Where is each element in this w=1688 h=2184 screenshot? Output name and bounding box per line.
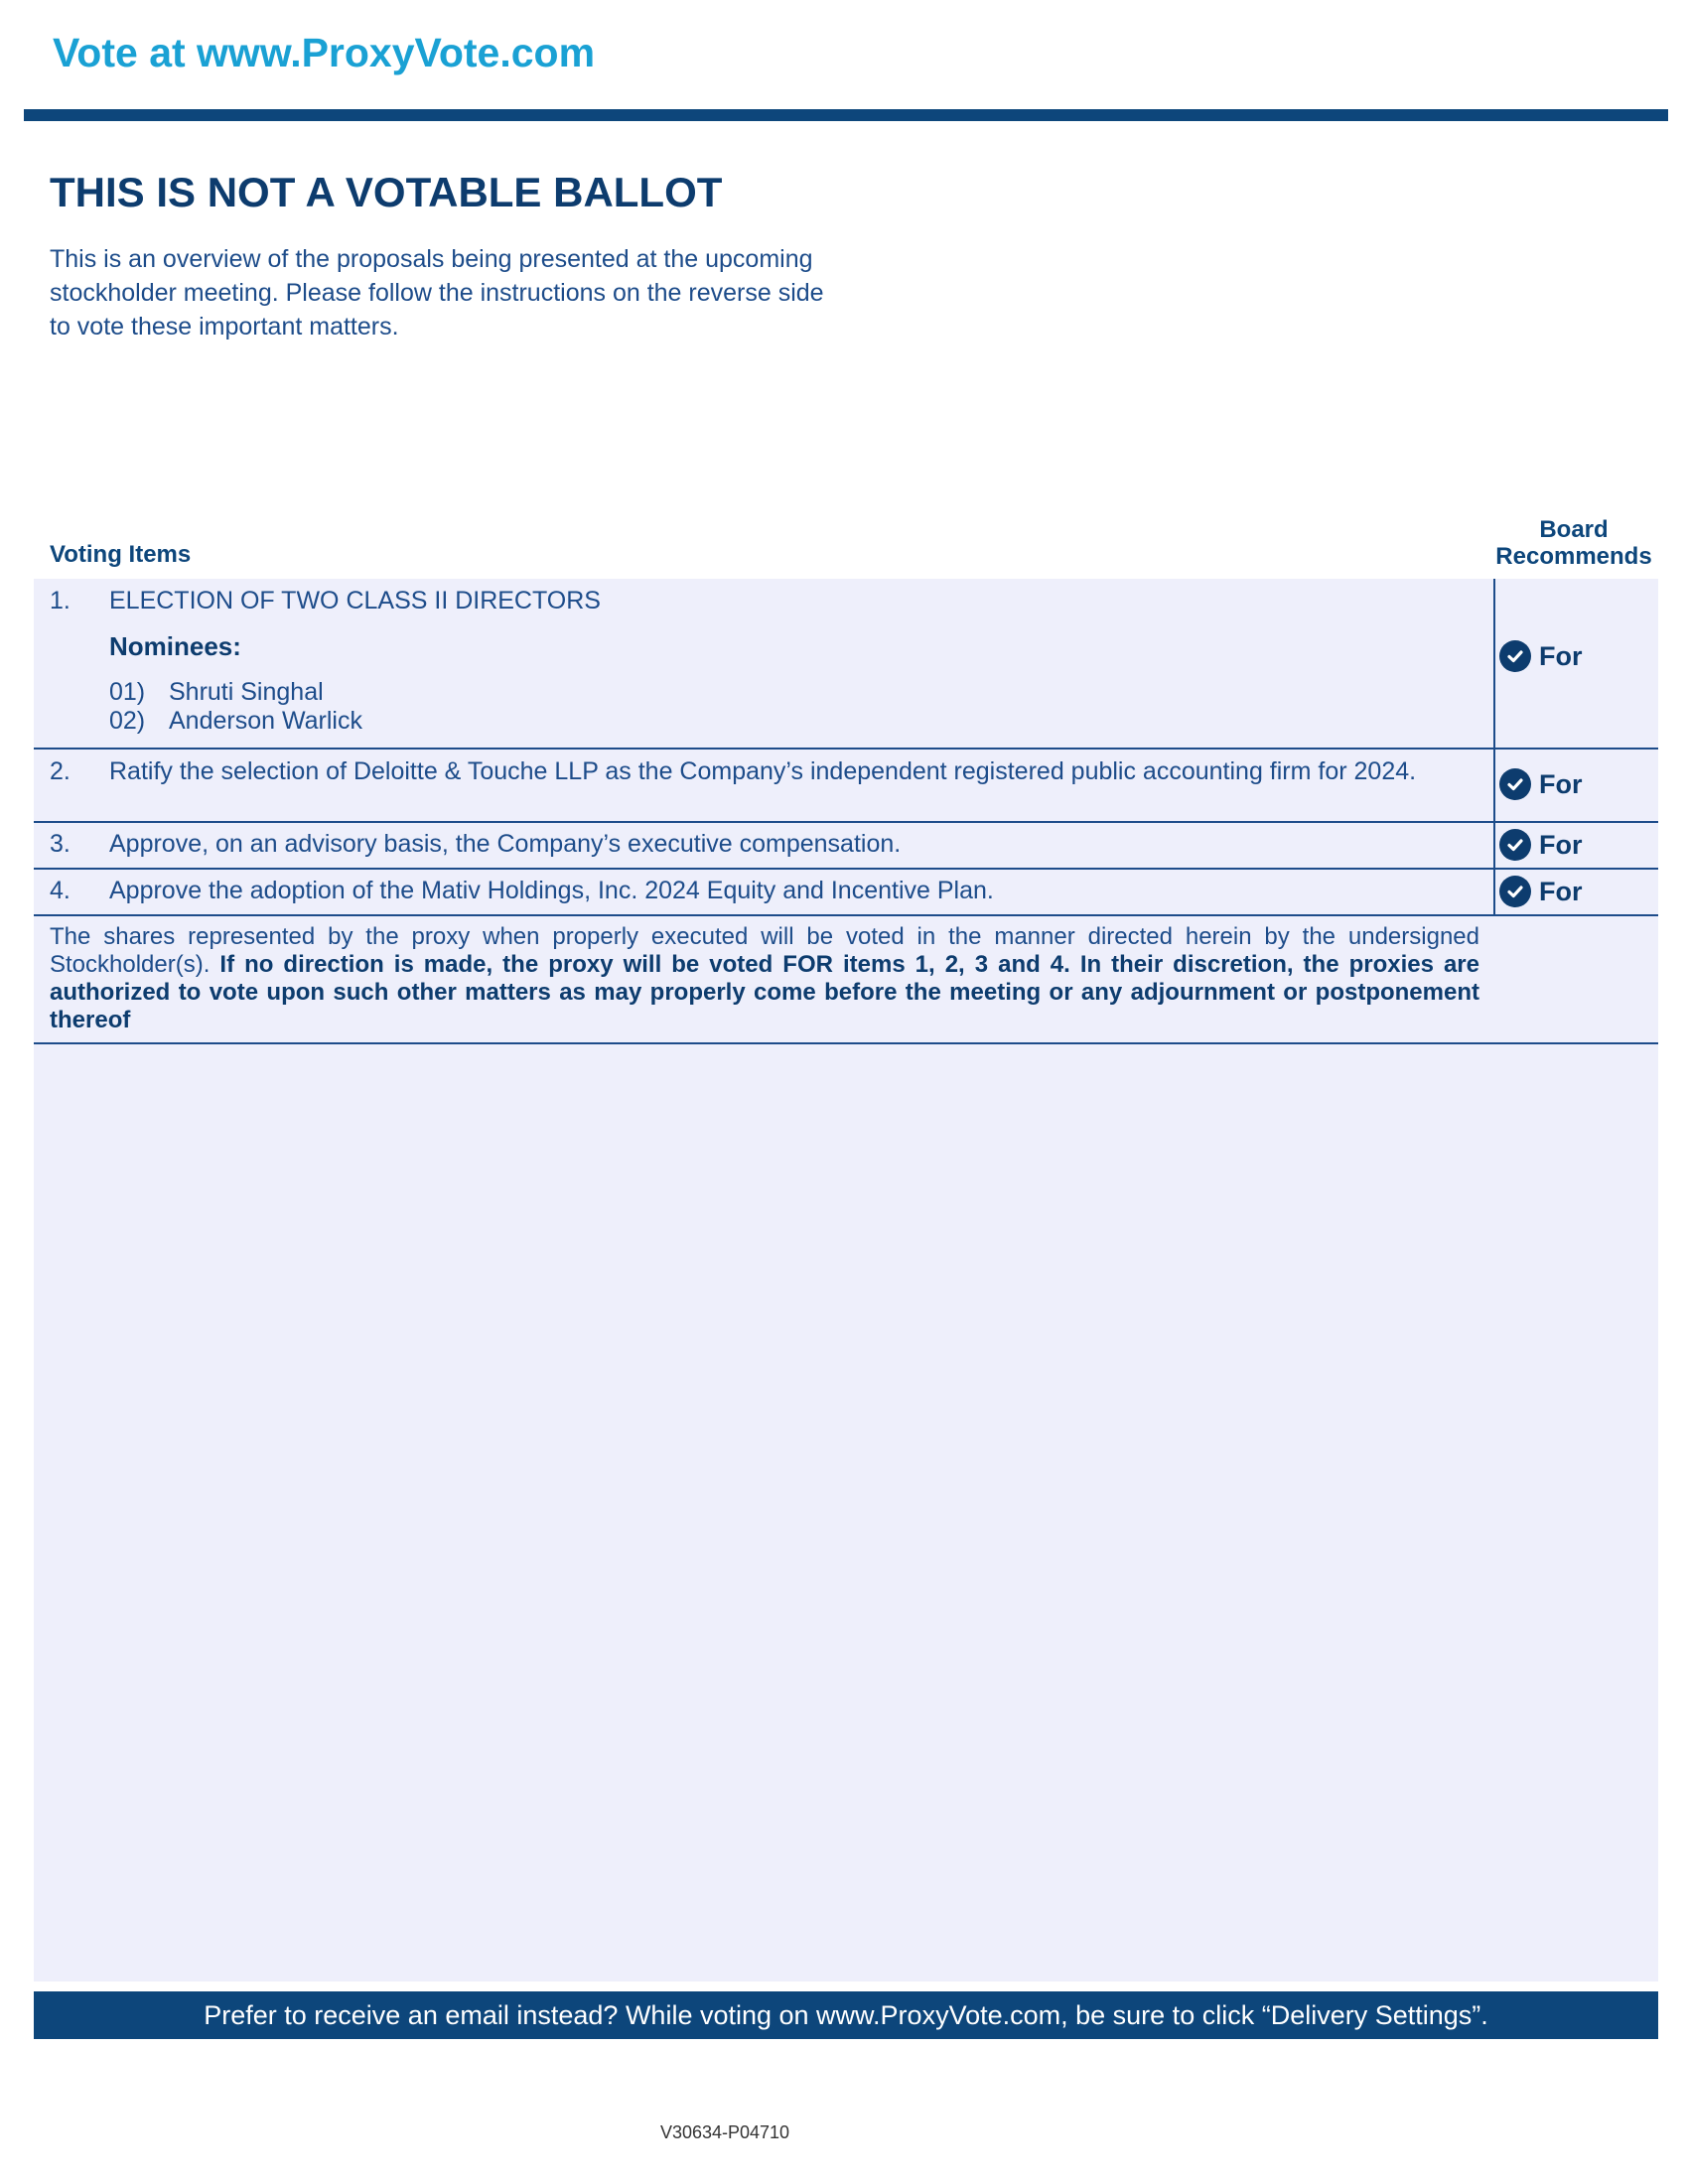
recommendation-4 (1499, 876, 1583, 907)
vote-url-heading: Vote at www.ProxyVote.com (53, 30, 596, 75)
email-delivery-banner: Prefer to receive an email instead? While voting on www.ProxyVote.com, be sure to click “Delivery Settings”. (34, 1991, 1658, 2039)
footnote-bold: If no direction is made, the proxy will be voted FOR items 1, 2, 3 and 4. In their discretion, the proxies are authorized to vote upon such other matters as may properly come before the meeting or any adjournment or postponement thereof (50, 951, 1479, 1033)
item-text: Approve the adoption of the Mativ Holdings, Inc. 2024 Equity and Incentive Plan. (109, 877, 994, 904)
recommendation-label: For (1539, 768, 1583, 799)
voting-item-row-1 (34, 579, 1658, 750)
voting-item-row-3 (34, 823, 1658, 870)
nominee-1 (109, 678, 324, 707)
proxy-footnote (50, 923, 1479, 1034)
footnote-rule (34, 1042, 1658, 1044)
recommendation-label: For (1539, 829, 1583, 860)
item-text: Ratify the selection of Deloitte & Touche LLP as the Company’s independent registered public accounting firm for 2024. (109, 757, 1417, 785)
nominee-name: Shruti Singhal (169, 678, 324, 706)
overview-text: This is an overview of the proposals being presented at the upcoming stockholder meeting. Please follow the instructions on the reverse side to vote these important matters. (50, 245, 824, 341)
nominee-code: 01) (109, 678, 146, 706)
document-code: V30634-P04710 (659, 2122, 790, 2142)
item-text: ELECTION OF TWO CLASS II DIRECTORS (109, 587, 601, 614)
voting-item-row-4 (34, 870, 1658, 916)
item-text: Approve, on an advisory basis, the Company’s executive compensation. (109, 830, 902, 858)
nominee-code: 02) (109, 707, 146, 735)
item-number: 1. (50, 587, 70, 614)
item-number: 3. (50, 830, 70, 858)
voting-items-panel (34, 579, 1658, 1981)
check-circle-icon (1499, 640, 1531, 672)
nominee-name: Anderson Warlick (169, 707, 362, 735)
column-divider (1493, 750, 1495, 821)
nominees-label: Nominees: (109, 631, 241, 661)
page-title: THIS IS NOT A VOTABLE BALLOT (50, 169, 723, 215)
table-top-edge (34, 577, 1658, 579)
recommendation-label: For (1539, 640, 1583, 671)
voting-item-row-2 (34, 750, 1658, 823)
column-header-board-recommends (1484, 516, 1663, 570)
recommendation-2 (1499, 768, 1583, 800)
column-header-voting-items: Voting Items (50, 541, 192, 568)
item-number: 2. (50, 757, 70, 785)
item-number: 4. (50, 877, 70, 904)
nominee-2 (109, 707, 362, 736)
check-circle-icon (1499, 768, 1531, 800)
recommendation-label: For (1539, 876, 1583, 906)
header-rule (24, 109, 1668, 121)
recommendation-1 (1499, 640, 1583, 672)
check-circle-icon (1499, 876, 1531, 907)
column-header-board-line2: Recommends (1495, 543, 1652, 570)
footnote-plain: The shares represented by the proxy when properly executed will be voted in the manner directed herein by the undersigned Stockholder(s). (50, 923, 1479, 978)
column-header-board-line1: Board (1539, 516, 1609, 543)
recommendation-3 (1499, 829, 1583, 861)
check-circle-icon (1499, 829, 1531, 861)
